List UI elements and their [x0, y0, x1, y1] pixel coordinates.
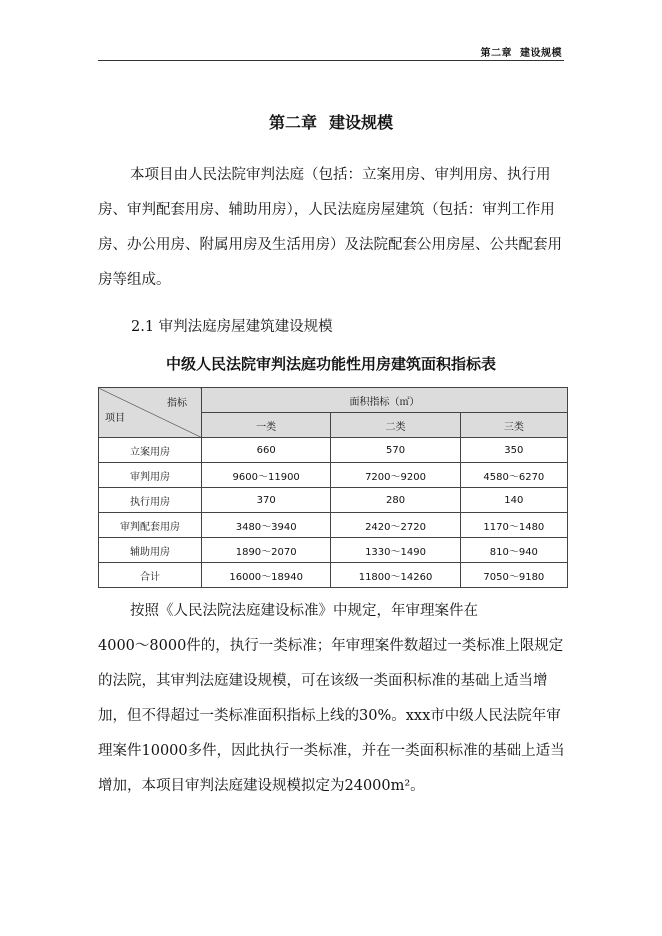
table-row [99, 463, 568, 488]
table-cell: 660 [202, 438, 331, 463]
table-row [99, 488, 568, 513]
table-header-row [99, 388, 568, 413]
chapter-title [0, 110, 662, 133]
running-header-chapter: 第二章 [480, 48, 513, 59]
group-header: 面积指标（㎡） [202, 388, 568, 413]
table-cell: 9600～11900 [202, 463, 331, 488]
row-label: 合计 [99, 563, 202, 588]
chapter-name: 建设规模 [329, 113, 394, 132]
table-cell: 3480～3940 [202, 513, 331, 538]
table-cell: 1890～2070 [202, 538, 331, 563]
header-divider [98, 60, 564, 61]
row-label: 审判用房 [99, 463, 202, 488]
table-row [99, 438, 568, 463]
table-cell: 280 [331, 488, 460, 513]
body-paragraph [98, 594, 568, 804]
table-cell: 2420～2720 [331, 513, 460, 538]
column-header: 三类 [460, 413, 567, 438]
table-row-total [99, 563, 568, 588]
chapter-number: 第二章 [268, 113, 317, 132]
table-cell: 7200～9200 [331, 463, 460, 488]
column-header: 一类 [202, 413, 331, 438]
table-row [99, 538, 568, 563]
row-label: 立案用房 [99, 438, 202, 463]
table-cell: 810～940 [460, 538, 567, 563]
body-paragraph-first-line: 按照《人民法院法庭建设标准》中规定，年审理案件在 [130, 603, 478, 619]
table-cell: 4580～6270 [460, 463, 567, 488]
table-cell: 1170～1480 [460, 513, 567, 538]
table-cell: 350 [460, 438, 567, 463]
corner-label-top: 指标 [167, 398, 187, 409]
body-paragraph-rest: 4000～8000件的，执行一类标准；年审理案件数超过一类标准上限规定的法院，其审判法庭建设规模，可在该级一类面积标准的基础上适当增加，但不得超过一类标准面积指标上线的30%。xxx市中级人民法院年审理案件10000多件，因此执行一类标准，并在一类面积标准的基础上适当增加，本项目审判法庭建设规模拟定为24000m²。 [98, 638, 565, 794]
section-heading: 2.1 审判法庭房屋建筑建设规模 [131, 319, 333, 335]
row-label: 辅助用房 [99, 538, 202, 563]
running-header-title: 建设规模 [520, 48, 562, 59]
table-cell: 370 [202, 488, 331, 513]
row-label: 审判配套用房 [99, 513, 202, 538]
table-cell: 140 [460, 488, 567, 513]
table-cell: 16000～18940 [202, 563, 331, 588]
table-row [99, 513, 568, 538]
table-cell: 1330～1490 [331, 538, 460, 563]
table-cell: 570 [331, 438, 460, 463]
area-index-table [98, 387, 568, 588]
table-cell: 11800～14260 [331, 563, 460, 588]
column-header: 二类 [331, 413, 460, 438]
table-title: 中级人民法院审判法庭功能性用房建筑面积指标表 [165, 355, 496, 373]
running-header [481, 44, 562, 59]
row-label: 执行用房 [99, 488, 202, 513]
intro-paragraph: 本项目由人民法院审判法庭（包括：立案用房、审判用房、执行用房、审判配套用房、辅助用房），人民法庭房屋建筑（包括：审判工作用房、办公用房、附属用房及生活用房）及法院配套公用房屋、公共配套用房等组成。 [98, 167, 562, 288]
corner-label-bottom: 项目 [105, 413, 125, 424]
table-corner-cell [99, 388, 202, 438]
table-cell: 7050～9180 [460, 563, 567, 588]
